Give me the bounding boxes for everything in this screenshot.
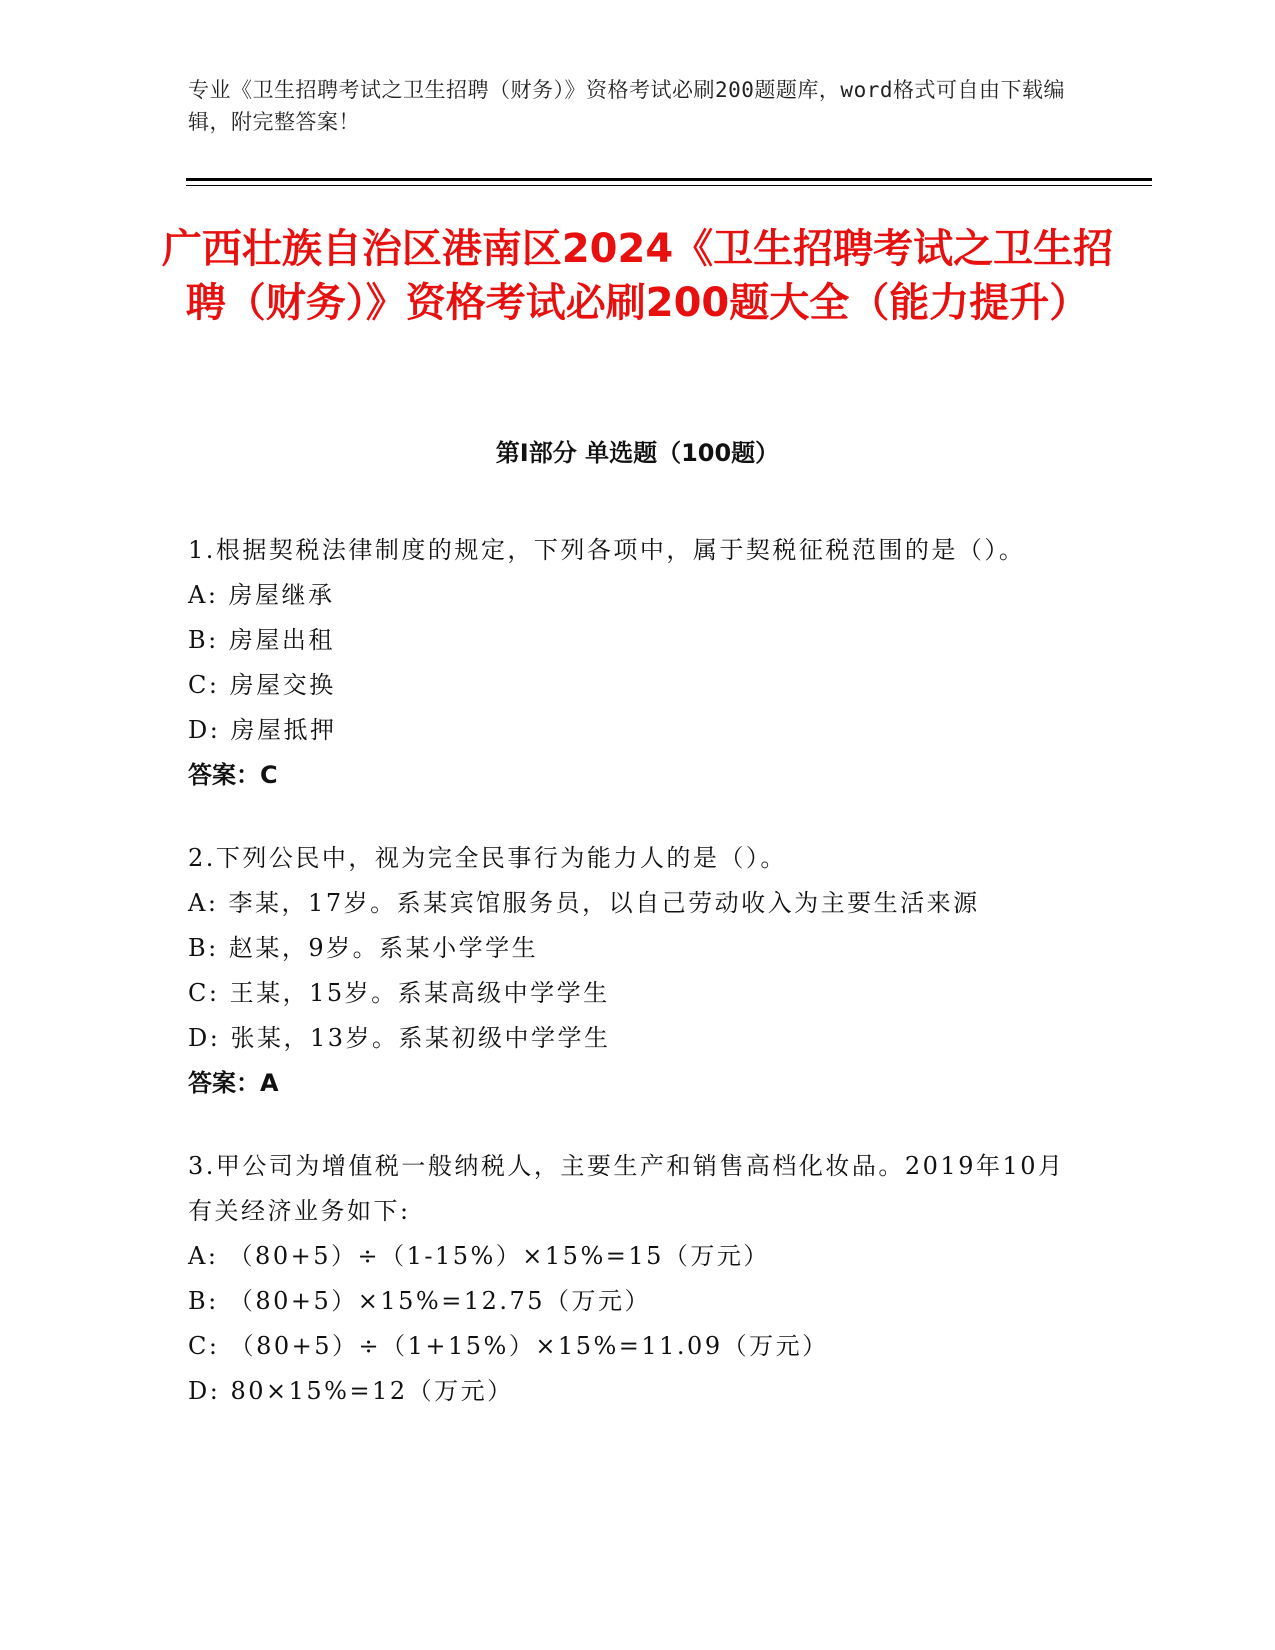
option-d: D: 张某，13岁。系某初级中学学生 xyxy=(188,1024,611,1052)
option-a: A: 李某，17岁。系某宾馆服务员，以自己劳动收入为主要生活来源 xyxy=(188,889,980,917)
header-note: 专业《卫生招聘考试之卫生招聘（财务）》资格考试必刷200题题库，word格式可自由下载编辑，附完整答案！ xyxy=(188,78,1065,134)
option-d: D: 房屋抵押 xyxy=(188,716,337,744)
document-title: 广西壮族自治区港南区2024《卫生招聘考试之卫生招聘（财务）》资格考试必刷200题大全（能力提升） xyxy=(161,226,1114,326)
option-b: B: （80+5）×15%=12.75（万元） xyxy=(188,1287,652,1315)
option-c: C: 王某，15岁。系某高级中学学生 xyxy=(188,979,610,1007)
option-b: B: 房屋出租 xyxy=(188,626,335,654)
question-stem: 3.甲公司为增值税一般纳税人，主要生产和销售高档化妆品。2019年10月有关经济业务如下: xyxy=(188,1152,1065,1225)
answer: 答案：C xyxy=(188,761,278,789)
option-d: D: 80×15%=12（万元） xyxy=(188,1377,514,1405)
option-c: C: （80+5）÷（1+15%）×15%=11.09（万元） xyxy=(188,1332,829,1360)
question-1 xyxy=(188,528,1068,798)
option-c: C: 房屋交换 xyxy=(188,671,336,699)
question-2 xyxy=(188,836,1068,1106)
option-a: A: 房屋继承 xyxy=(188,581,335,609)
option-a: A: （80+5）÷（1-15%）×15%=15（万元） xyxy=(188,1242,770,1270)
question-stem: 1.根据契税法律制度的规定，下列各项中，属于契税征税范围的是（）。 xyxy=(188,536,1026,564)
option-b: B: 赵某，9岁。系某小学学生 xyxy=(188,934,539,962)
header-rule-thin xyxy=(186,185,1152,186)
header-rule-thick xyxy=(186,178,1152,181)
section-heading: 第I部分 单选题（100题） xyxy=(495,439,780,467)
answer: 答案：A xyxy=(188,1069,279,1097)
question-list xyxy=(188,528,1068,1452)
question-stem: 2.下列公民中，视为完全民事行为能力人的是（）。 xyxy=(188,844,787,872)
question-3 xyxy=(188,1144,1068,1414)
